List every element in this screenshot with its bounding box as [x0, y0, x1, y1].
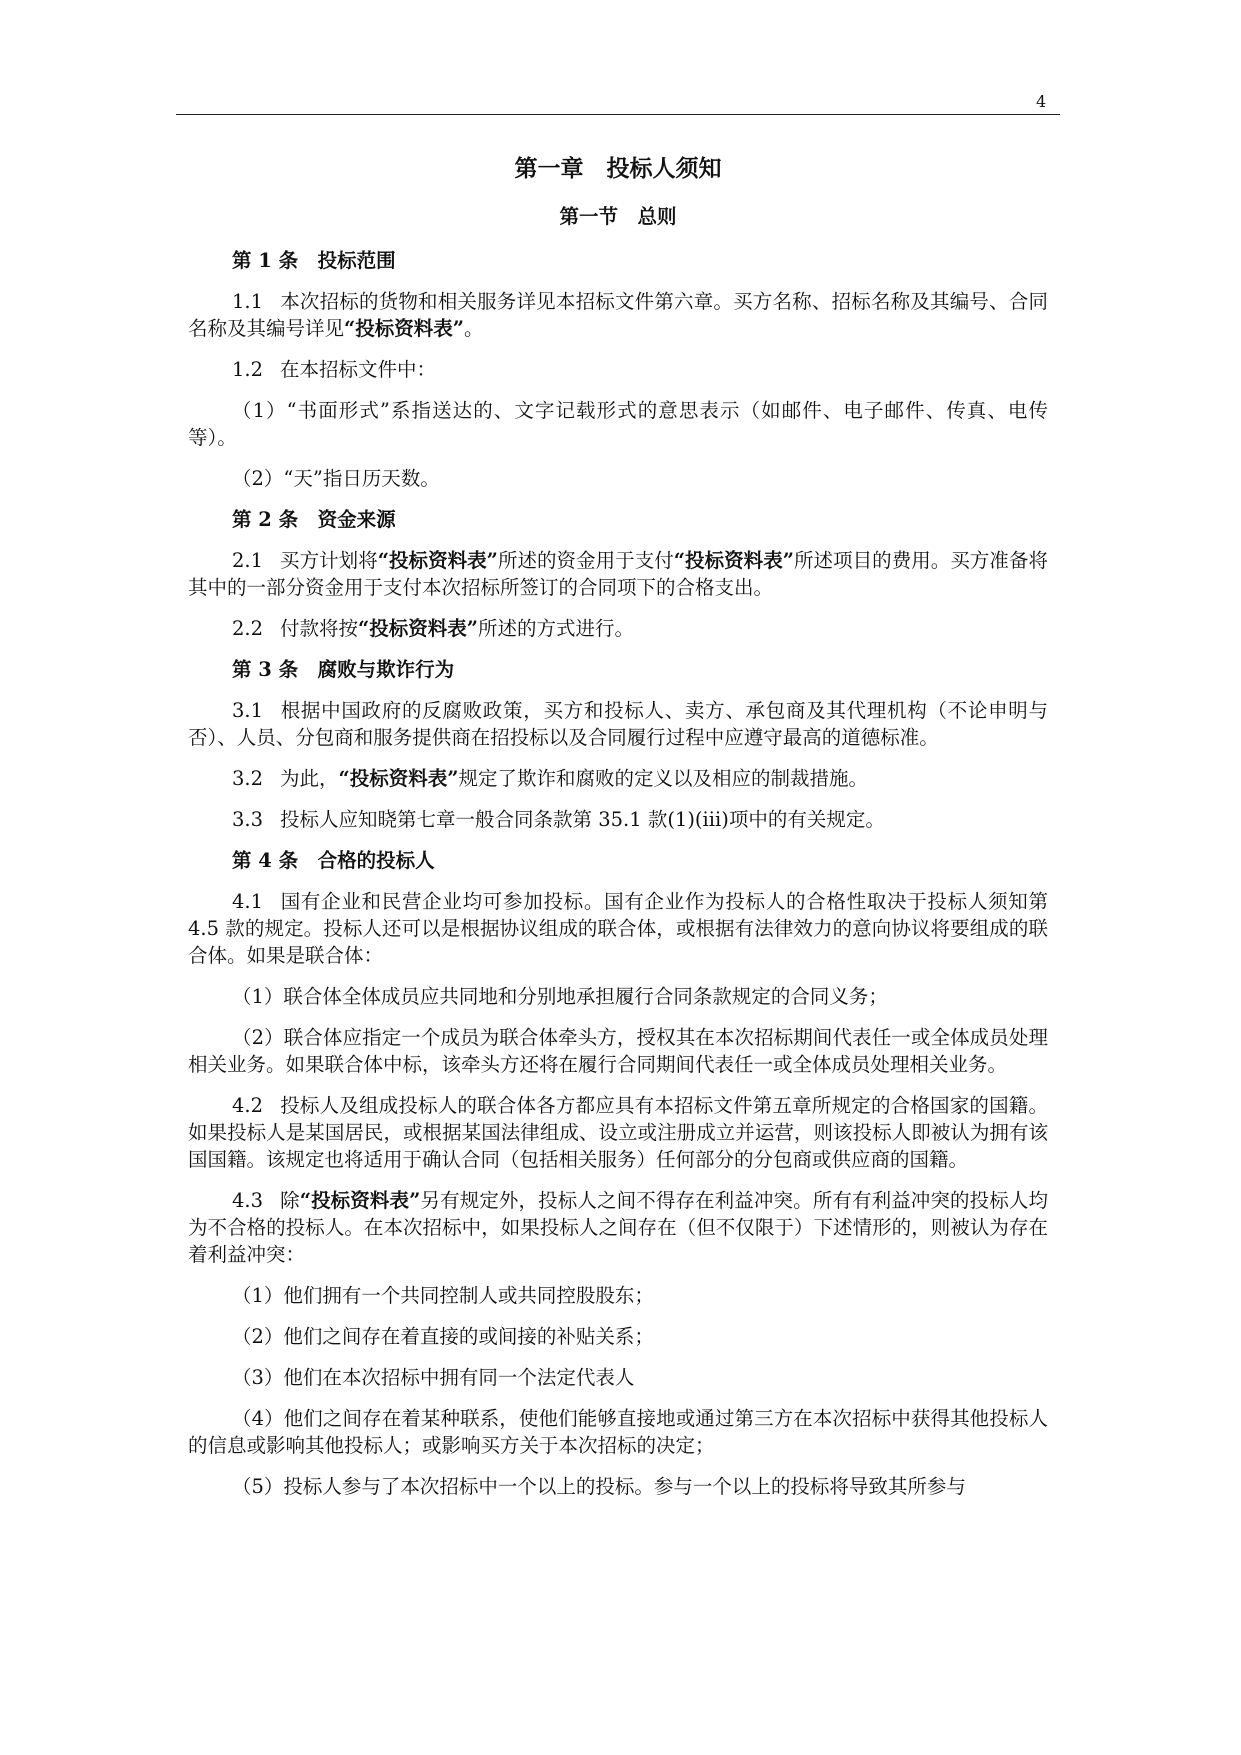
paragraph: [188, 1405, 1048, 1459]
paragraph: [188, 615, 1048, 642]
paragraph: [188, 1187, 1048, 1268]
paragraph-text: 付款将按: [280, 617, 359, 640]
clause-number: 3.1: [232, 699, 264, 722]
paragraph-text: 买方计划将: [280, 549, 378, 572]
paragraph: [188, 465, 1048, 492]
paragraph-text: （1）他们拥有一个共同控制人或共同控股股东；: [232, 1284, 654, 1307]
article-heading: 第 1 条 投标范围: [232, 249, 396, 272]
paragraph-text-tail: 所述的方式进行。: [477, 617, 634, 640]
bold-reference: “投标资料表”: [358, 617, 478, 640]
paragraph-text-tail: 规定了欺诈和腐败的定义以及相应的制裁措施。: [458, 767, 868, 790]
article-heading: 第 4 条 合格的投标人: [232, 849, 435, 872]
section-title: 第一节 总则: [559, 205, 677, 228]
paragraph-text: 投标人应知晓第七章一般合同条款第 35.1 款(1)(iii)项中的有关规定。: [280, 808, 885, 831]
paragraph: [188, 356, 1048, 383]
paragraph: [188, 888, 1048, 969]
paragraph: [188, 806, 1048, 833]
bold-reference: “投标资料表”: [299, 1189, 421, 1212]
paragraph-text: （2）他们之间存在着直接的或间接的补贴关系；: [232, 1325, 654, 1348]
chapter-title: 第一章 投标人须知: [514, 155, 722, 182]
paragraph: [188, 1282, 1048, 1309]
paragraph: [188, 397, 1048, 451]
paragraph: [188, 1024, 1048, 1078]
article-heading: 第 3 条 腐败与欺诈行为: [232, 658, 455, 681]
bold-reference: “投标资料表”: [338, 767, 459, 790]
paragraph-text: 在本招标文件中：: [280, 358, 437, 381]
clause-number: 2.1: [232, 549, 264, 572]
paragraph-text: （4）他们之间存在着某种联系，使他们能够直接地或通过第三方在本次招标中获得其他投标人的信息或影响其他投标人；或影响买方关于本次招标的决定；: [188, 1407, 1048, 1457]
clause-number: 4.1: [232, 890, 264, 913]
paragraph-text: 投标人及组成投标人的联合体各方都应具有本招标文件第五章所规定的合格国家的国籍。如果投标人是某国居民，或根据某国法律组成、设立或注册成立并运营，则该投标人即被认为拥有该国国籍。该规定也将适用于确认合同（包括相关服务）任何部分的分包商或供应商的国籍。: [188, 1094, 1048, 1171]
clause-number: 2.2: [232, 617, 264, 640]
paragraph: [188, 288, 1048, 342]
paragraph: [188, 1323, 1048, 1350]
paragraph-text-tail: 。: [463, 317, 484, 340]
clause-number: 3.2: [232, 767, 264, 790]
paragraph-text: 根据中国政府的反腐败政策，买方和投标人、卖方、承包商及其代理机构（不论申明与否）、人员、分包商和服务提供商在招投标以及合同履行过程中应遵守最高的道德标准。: [188, 699, 1048, 749]
paragraph-text: （3）他们在本次招标中拥有同一个法定代表人: [232, 1366, 635, 1389]
clause-number: 1.2: [232, 358, 264, 381]
bold-reference: “投标资料表”: [673, 549, 794, 572]
paragraph: [188, 1364, 1048, 1391]
paragraph-text: 本次招标的货物和相关服务详见本招标文件第六章。买方名称、招标名称及其编号、合同名称及其编号详见: [188, 290, 1048, 340]
paragraph-text: （1）“书面形式”系指送达的、文字记载形式的意思表示（如邮件、电子邮件、传真、电传等）。: [188, 399, 1048, 449]
bold-reference: “投标资料表”: [377, 549, 498, 572]
paragraph-text: （1）联合体全体成员应共同地和分别地承担履行合同条款规定的合同义务；: [232, 985, 888, 1008]
paragraph-text: （2）联合体应指定一个成员为联合体牵头方，授权其在本次招标期间代表任一或全体成员处理相关业务。如果联合体中标，该牵头方还将在履行合同期间代表任一或全体成员处理相关业务。: [188, 1026, 1048, 1076]
paragraph-text: （2）“天”指日历天数。: [232, 467, 440, 490]
paragraph-text-tail: 所述的资金用于支付“投标资料表”所述项目的费用。买方准备将其中的一部分资金用于支付本次招标所签订的合同项下的合格支出。: [188, 549, 1048, 599]
page-number: 4: [1036, 92, 1047, 111]
paragraph: [188, 765, 1048, 792]
article-heading: 第 2 条 资金来源: [232, 508, 396, 531]
paragraph-flow: [188, 247, 1048, 1500]
paragraph-text: （5）投标人参与了本次招标中一个以上的投标。参与一个以上的投标将导致其所参与: [232, 1475, 966, 1498]
paragraph: [188, 983, 1048, 1010]
document-body: [188, 150, 1048, 1514]
clause-number: 4.3: [232, 1189, 264, 1212]
paragraph-text: 除: [280, 1189, 300, 1212]
paragraph-text: 国有企业和民营企业均可参加投标。国有企业作为投标人的合格性取决于投标人须知第 4.5 款的规定。投标人还可以是根据协议组成的联合体，或根据有法律效力的意向协议将要组成的联合体。如果是联合体：: [188, 890, 1048, 967]
header-rule: [176, 114, 1060, 115]
clause-number: 3.3: [232, 808, 264, 831]
clause-number: 4.2: [232, 1094, 264, 1117]
paragraph: [188, 547, 1048, 601]
clause-number: 1.1: [232, 290, 264, 313]
paragraph-text: 为此，: [280, 767, 339, 790]
paragraph: [188, 697, 1048, 751]
bold-reference: “投标资料表”: [344, 317, 464, 340]
paragraph: [188, 1473, 1048, 1500]
paragraph: [188, 1092, 1048, 1173]
paragraph-text-tail: 另有规定外，投标人之间不得存在利益冲突。所有有利益冲突的投标人均为不合格的投标人。在本次招标中，如果投标人之间存在（但不仅限于）下述情形的，则被认为存在着利益冲突：: [188, 1189, 1048, 1266]
